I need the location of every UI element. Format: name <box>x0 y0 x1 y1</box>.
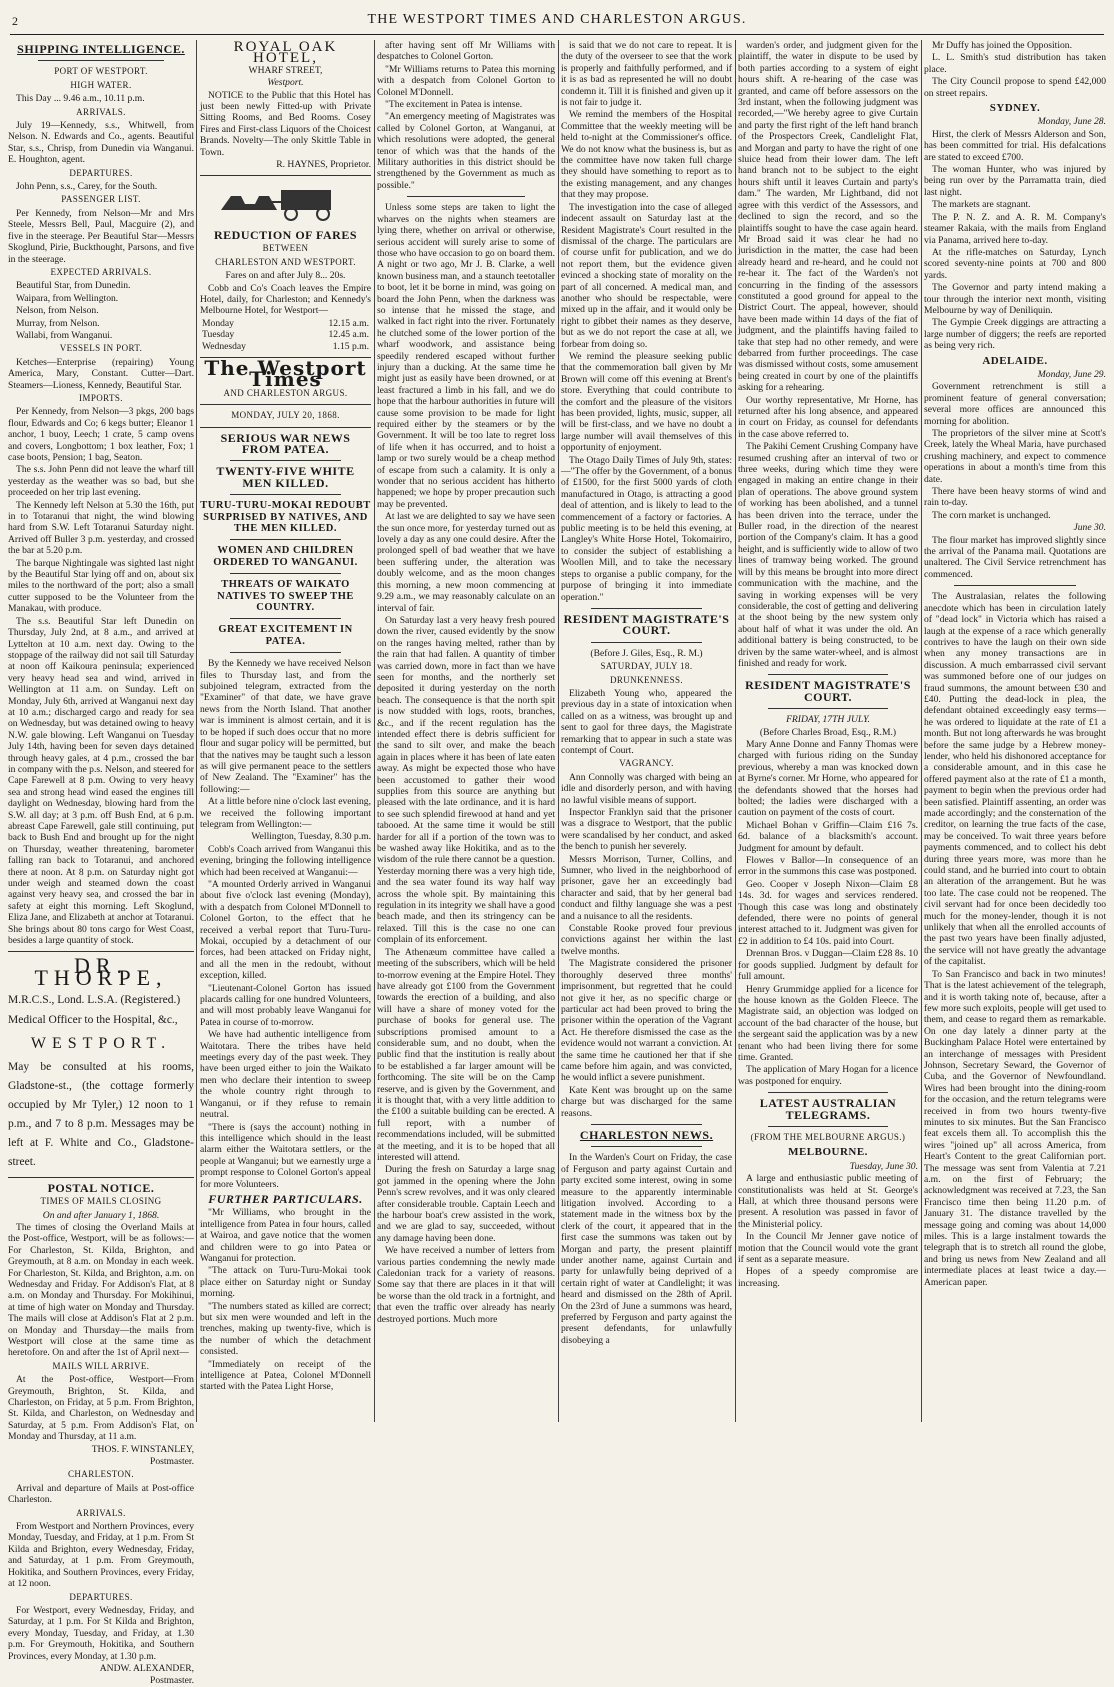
charleston-signature-title: Postmaster. <box>150 1675 194 1687</box>
thorpe-town: WESTPORT. <box>30 1035 172 1053</box>
article-paragraph: The Athenæum committee have called a meeting of the subscribers, which will be held to-morrow evening at the Empire Hotel. They have already got £100 from the Government towards the erection of a building, and also will have a share of money voted for the purchase of books for general use. The subscriptions promised amount to a considerable sum, and no doubt, when the public find that the institution is really about to be established a far larger amount will be forthcoming. The site will be on the Camp reserve, and is given by the Government, and it is thought that, with a very little addition to the £100 a suitable building can be erected. A full report, with a number of recommendations included, will be submitted at the meeting, and it is to be hoped that all interested will attend. <box>377 946 555 1163</box>
article-paragraph: "Mr Williams returns to Patea this morning with a despatch from Colonel Gorton to Colonel M'Donnell. <box>377 63 555 98</box>
charleston-intro: Arrival and departure of Mails at Post-office Charleston. <box>8 1482 194 1506</box>
masthead-sub: AND CHARLESTON ARGUS. <box>223 387 348 398</box>
article-paragraph: Unless some steps are taken to light the wharves on the nights when steamers are lying there, whether on arrival or otherwise, serious accident will surely arise to some of those who have occasion to go on board them. A night or two ago, Mr J. B. Clarke, a well known business man, and a staunch teetotaller to boot, let it be borne in mind, was going on board the John Penn, when the darkness was so intense that he missed the stage, and walked in fact right into the river. Fortunately he clutched some of the lower portion of the wharf woodwork, and assistance being speedily rendered escaped without further injury than a ducking. At the same time he might just as easily have been drowned, or at least fractured a limb in his fall, and we do hope that the harbour authorities in future will cause some provision to be made for light required either by the steamers or by the Government. It will be too late to regret loss of life when it has occurred, and to hoist a lamp or two surely would be a cheap method of escape from such a calamity. It is only a wonder that no serious accident has hitherto happened; we hope by proper precaution such may be prevented. <box>377 202 555 510</box>
column-3 <box>377 40 555 1422</box>
dateline: MONDAY, JULY 20, 1868. <box>231 410 340 421</box>
imports-label: IMPORTS. <box>79 392 123 403</box>
rule <box>407 196 525 197</box>
article-paragraph: To San Francisco and back in two minutes! That is the latest achievement of the telegraph, and it is worth taking note of, because, after a few more such exploits, people will get used to them, and cease to regard them as remarkable. On one day lately a dinner party at the Buckingham Palace Hotel were entertained by an interchange of messages with President Johnson, Secretary Seward, the Governor of Cuba, and the Governor of Newfoundland. Wires had been brought into the dining-room for the occasion, and the return telegrams were received in from two hours twenty-five minutes to six minutes. But the San Francisco feat excels them all. To accomplish this the wires "joined up" all across America, from Heart's Content to the great Californian port. The message was sent from Valentia at 7.21 a.m. on the first of February; the acknowledgment was received at 7.23, the San Francisco time then being 11.20 p.m. of January 31. The distance travelled by the message going and coming was about 14,000 miles. This is a large instalment towards the telegraph that is to stretch all round the globe, and bring us news from New Zealand and all intermediate places at least twice a day.—American paper. <box>924 968 1106 1288</box>
article-paragraph: We remind the members of the Hospital Committee that the weekly meeting will be held to-night at the Commissioner's office. We do not know what the business is, but as the committee have now taken full charge they should have something to report as to the existing management, and any changes that they may propose. <box>561 109 732 201</box>
hotel-town: Westport. <box>267 77 304 89</box>
coach-timetable <box>200 318 371 352</box>
court-heading: RESIDENT MAGISTRATE'S COURT. <box>745 678 911 704</box>
departures2-label: DEPARTURES. <box>69 1591 133 1602</box>
telegrams-heading: LATEST AUSTRALIAN TELEGRAMS. <box>759 1096 897 1122</box>
telegram-paragraph: Mr Duffy has joined the Opposition. <box>932 40 1072 51</box>
thorpe-quals: M.R.C.S., Lond. L.S.A. (Registered.) <box>8 994 181 1007</box>
time-cell: 12.15 a.m. <box>328 317 369 329</box>
court-paragraph: Flowes v Ballor—In consequence of an error in the summons this case was postponed. <box>738 855 918 878</box>
rule <box>591 1146 702 1147</box>
arrivals-label: ARRIVALS. <box>76 106 126 117</box>
fares-price: Fares on and after July 8... 20s. <box>225 270 346 282</box>
court-date: SATURDAY, JULY 18. <box>600 661 693 672</box>
column-divider <box>735 40 736 1422</box>
telegram-paragraph: At the rifle-matches on Saturday, Lynch scored seventy-nine points at 700 and 800 yards. <box>924 246 1106 281</box>
column-5 <box>738 40 918 1422</box>
column-divider <box>921 40 922 1422</box>
article-paragraph: warden's order, and judgment given for the plaintiff, the water in dispute to be used by both parties according to a system of eight hours shift. A re-hearing of the case was granted, and came off before assessors on the 3rd instant, when the following judgment was recorded,—"We hereby agree to give Curtain and party the first right of the left hand branch of the Prospectors Creek, Candlelight Flat, and Morgan and party to have the right of one sluice head from their lower dam. The left hand branch not to be subject to the eight hours shift until it leaves Curtain and party's dam." The warden, Mr Lightband, did not agree with this verdict of the Assessors, and declined to sign the record, and so the plaintiffs sought to have the case again heard. Mr Broad said it was clear he had no jurisdiction in the matter, the case had been already heard and re-heard, and he could not re-hear it. The fact of the Warden's not concurring in the finding of the assessors constituted a good ground for appeal to the District Court. The appeal, however, should have been made within 14 days of the fiat of judgment, and the plaintiffs having failed to take that step had no other remedy, and were debarred from further proceedings. The case was dismissed without costs, some amusement being created in court by one of the plaintiffs asking for a rehearing. <box>738 40 918 394</box>
court-paragraph: The application of Mary Hogan for a licence was postponed for enquiry. <box>738 1064 918 1087</box>
rule <box>200 427 371 428</box>
fares-route: CHARLESTON AND WESTPORT. <box>215 256 356 267</box>
rule <box>38 60 164 61</box>
article-paragraph: "The numbers stated as killed are correct; but six men were wounded and left in the trenches, making up twenty-five, which is the number of which the detachment consisted. <box>200 1300 371 1358</box>
high-water-line: This Day ... 9.46 a.m., 10.11 p.m. <box>16 93 145 105</box>
telegram-date: June 30. <box>1073 522 1106 534</box>
coach-icon <box>211 182 361 222</box>
hotel-title: ROYAL OAK HOTEL, <box>233 39 338 67</box>
article-paragraph: Our worthy representative, Mr Horne, has returned after his long absence, and appeared in court on Friday, as counsel for defendants in the case above referred to. <box>738 394 918 440</box>
article-dateline: Wellington, Tuesday, 8.30 p.m. <box>251 831 371 843</box>
departures-label: DEPARTURES. <box>69 167 133 178</box>
telegram-date: Tuesday, June 30. <box>849 1160 918 1172</box>
header-rule <box>10 34 1104 35</box>
masthead: The Westport Times <box>204 355 367 392</box>
article-paragraph: "A mounted Orderly arrived in Wanganui about five o'clock last evening (Monday), with a despatch from Colonel M'Donnell to Colonel Gorton, to the effect that he received a verbal report that Turu-Turu-Mokai, occupied by a detachment of our forces, had been attacked on Friday night, and all the men in the redoubt, without exception, killed. <box>200 878 371 982</box>
table-row <box>200 318 371 329</box>
court-paragraph: Drennan Bros. v Duggan—Claim £28 8s. 10 for goods supplied. Judgment by default for full amount. <box>738 948 918 983</box>
expected-line: Wallabi, from Wanganui. <box>16 329 113 341</box>
headline: WOMEN AND CHILDREN ORDERED TO WANGANUI. <box>213 545 358 568</box>
mails-arrive-label: MAILS WILL ARRIVE. <box>52 1360 150 1371</box>
telegram-paragraph: A large and enthusiastic public meeting of constitutionalists was held at St. George's Hall, at which three thousand persons were present. A resolution was passed in favor of the Ministerial policy. <box>738 1173 918 1230</box>
article-paragraph: At a little before nine o'clock last evening, we received the following important telegram from Wellington:— <box>200 796 371 830</box>
article-paragraph: During the fresh on Saturday a large snag got jammed in the opening where the John Penn's screw revolves, and it was only cleared after considerable trouble. Captain Leech and the harbour boat's crew assisted in the work, and we are glad to say, succeeded, without any damage having been done. <box>377 1164 555 1244</box>
fares-heading: REDUCTION OF FARES <box>213 227 357 242</box>
charleston-signature: ANDW. ALEXANDER, <box>99 1662 194 1674</box>
telegram-paragraph: There have been heavy storms of wind and rain to-day. <box>924 486 1106 509</box>
coach-illustration <box>200 182 371 225</box>
rule <box>8 1177 194 1178</box>
hotel-street: WHARF STREET, <box>248 64 323 76</box>
column-6 <box>924 40 1106 1422</box>
headline: THREATS OF WAIKATO NATIVES TO SWEEP THE COUNTRY. <box>217 579 354 614</box>
telegram-paragraph: Hirst, the clerk of Messrs Alderson and Son, has been committed for trial. His defalcations are stated to exceed £700. <box>924 128 1106 163</box>
expected-line: Waipara, from Wellington. <box>16 292 119 304</box>
rule <box>591 642 702 643</box>
arrivals-text: July 19—Kennedy, s.s., Whitwell, from Nelson. N. Edwards and Co., agents. Beautiful Star, s.s., Chrisp, from Dunedin via Wanganui. E. Houghton, agent. <box>8 120 194 166</box>
rule <box>230 539 341 540</box>
passenger-label: PASSENGER LIST. <box>61 194 141 205</box>
rule <box>954 585 1076 586</box>
shipping-paragraph: The s.s. Beautiful Star left Dunedin on Thursday, July 2nd, at 8 a.m., and arrived at Lyttelton at 10 a.m. next day. Owing to the stoppage of the railway did not sail till Saturday at noon off Kaikoura peninsula; experienced very heavy head sea and wind, arrived in Wellington at 11 a.m. on Sunday. Left on Monday, July 6th, arrived at Wanganui next day at 10 a.m.; discharged cargo and ready for sea on Wednesday, but was detained owing to heavy N.W. gale blowing. Left Wanganui on Tuesday July 14th, having been for seven days detained through heavy gales, at 4 p.m., crossed the bar in company with the p.s. Nelson, and steered for Cape Farewell at 8 p.m. Owing to very heavy sea and strong head wind eased the engines till daylight on Wednesday, blowing hard from the S.W. all day; at 3 p.m. off Bush End, at 6 p.m. abreast Cape Farewell, gale still continuing, put back to Bush End and brought up for the night on Thursday, weather threatening, barometer falling ran back to Totaranui, and anchored there at noon. At 8 p.m. on Saturday night got under weigh and steamed down the coast against very heavy sea, and crossed the bar in safety at eight this morning. Left Skoglund, Eliza Jane, and Elizabeth at anchor at Totaranui. She brings about 80 tons cargo for West Coast, besides a large quantity of stock. <box>8 615 194 947</box>
court-paragraph: Henry Grummidge applied for a licence for the house known as the Golden Fleece. The Magistrate said, an objection was lodged on account of the bad character of the house, but the sergeant said the application was by a new tenant who had been living there for some time. Granted. <box>738 983 918 1063</box>
rule <box>200 404 371 405</box>
article-paragraph: The investigation into the case of alleged indecent assault on Saturday last at the Resident Magistrate's Court resulted in the dismissal of the charge. The particulars are of course unfit for publication, and we do not report them, but the evidence given evinced a shocking state of morality on the part of all concerned. A medical man, and another who should be respectable, were mixed up in the affair, and it would only be right to gibbet their names as they deserve, but as we do not report the case at all, we forbear from doing so. <box>561 201 732 350</box>
headline: TURU-TURU-MOKAI REDOUBT SURPRISED BY NATIVES, AND THE MEN KILLED. <box>200 500 371 534</box>
city-heading: ADELAIDE. <box>982 354 1048 367</box>
rule <box>768 674 888 675</box>
rule <box>230 618 341 619</box>
article-paragraph: The Australasian, relates the following anecdote which has been in circulation lately of "dead lock" in Victoria which has raised a laugh at the expense of a race which generally contrives to have the laugh on their own side when any money transactions are in discussion. A much embarrassed civil servant was summoned before one of our judges on fraud summons, the amount between £30 and £40. Putting the dead-lock in plea, the defendant obtained exceedingly easy terms—he was ordered to liquidate at the rate of £1 a month. But not long afterwards he was brought before the same judge by a Hebrew money-lender, who held his dishonored acceptance for a considerable amount, and in this case he offered payment also at the rate of £1 a month, payment to begin when the previous order had been satisfied. Plaintiff assenting, an order was made accordingly; and the consternation of the creditor, on learning the true facts of the case, may be conceived. To wait three years before payments commenced, and to collect his debt during three years more, was more than he could stand, and he burried into court to obtain an alteration of the arrangement. But he was too late. The case could not be reopened. The civil servant had for once been decidedly too much for the money-lender, though it is not unlikely that when all the enrolled accounts of the past two years have been finally adjusted, the service will not have greatly the advantage of the capitalist. <box>924 591 1106 968</box>
expected-line: Murray, from Nelson. <box>16 317 100 329</box>
article-paragraph: The Pakihi Cement Crushing Company have resumed crushing after an interval of two or three weeks, during which time they were engaged in making an entire change in their plan of operations. The above ground system of working has been abolished, and a tunnel has been driven into the terrace, under the Buller road, in the direction of the nearest portion of the Company's claim. It has a good height, and is sufficiently wide to allow of two lines of tramway being worked. The ground will by this means be brought into more direct communication with the machine, and the saving in working expenses will be very considerable, the cost of getting and delivering at the shoot being by the new system only about half of what it was under the old. An additional battery is being constructed, to be driven by the same water-wheel, and is almost finished and ready for work. <box>738 441 918 669</box>
telegram-paragraph: The Gympie Creek diggings are attracting a large number of diggers; the reefs are reported as being very rich. <box>924 317 1106 352</box>
shipping-heading: SHIPPING INTELLIGENCE. <box>17 42 185 56</box>
article-paragraph: is said that we do not care to repeat. It is the duty of the overseer to see that the work is properly and faithfully performed, and if it is as bad as represented he will no doubt condemn it. Till it is finished and given up it is not fair to judge it. <box>561 40 732 109</box>
article-paragraph: By the Kennedy we have received Nelson files to Thursday last, and from the subjoined telegram, extracted from the "Examiner" of that date, we have grave news from the North Island. That another war is imminent is almost certain, and it is to be hoped if such does occur that no more flour and sugar policy will be permitted, but that the natives may be taught such a lesson as will give permanent peace to the settlers of New Zealand. The "Examiner" has the following:— <box>200 658 371 795</box>
court-date: FRIDAY, 17TH JULY. <box>786 714 870 726</box>
port-heading: PORT OF WESTPORT. <box>54 66 148 77</box>
column-divider <box>196 40 197 1422</box>
headline: GREAT EXCITEMENT IN PATEA. <box>218 624 353 647</box>
article-paragraph: after having sent off Mr Williams with despatches to Colonel Gorton. <box>377 40 555 63</box>
city-heading: MELBOURNE. <box>788 1146 868 1159</box>
rule <box>230 652 341 653</box>
article-paragraph: We have received a number of letters from various parties condemning the newly made Caledonian track for a variety of reasons. Some say that there are places in it that will be worse than the old track in a fortnight, and that even the traffic over already has nearly destroyed portions. Much more <box>377 1245 555 1325</box>
table-row <box>200 329 371 340</box>
court-heading: RESIDENT MAGISTRATE'S COURT. <box>563 611 730 638</box>
article-paragraph: "The excitement in Patea is intense. <box>385 99 523 111</box>
court-paragraph: Kate Kent was brought up on the same charge but was discharged for the same reasons. <box>561 1084 732 1119</box>
vessels-text: Ketches—Enterprise (repairing) Young America, Mary, Constant. Cutter—Dart. Steamers—Lioness, Kennedy, Beautiful Star. <box>8 356 194 391</box>
rule <box>591 1124 702 1125</box>
article-paragraph: On Saturday last a very heavy fresh poured down the river, caused evidently by the snow on the ranges having melted, rather than by the rain that had fallen. A quantity of timber was carried down, more in fact than we have seen for months, and the northerly set deposited it during yesterday on the north beach. The consequence is that the north spit is now studded with logs, roots, branches, &c., and if the recent regulation has the intended effect there is debris sufficient for the sand to silt over, and make the beach again in places where it has been of late eaten away. As might be expected those who have been accustomed to gather their wood supplies from this source are anything but pleased with the late ordinance, and it is hard to see such splendid firewood at hand and yet tabooed. At the same time it would be still harder for all if a portion of the town was to be washed away like Hokitika, and as to the wisdom of the rule there cannot be a question. Yesterday morning there was a very high tide, and the sea water found its way half way across the whole spit. By maintaining this regulation in its integrity we shall have a good beach made, and then its stringency can be relaxed. Till this is the case no one can complain of its enforcement. <box>377 614 555 946</box>
telegram-paragraph: The woman Hunter, who was injured by being run over by the Parramatta train, died last night. <box>924 164 1106 198</box>
shipping-paragraph: The barque Nightingale was sighted last night by the Beautiful Star lying off and on, about six miles to the northward of the port; also a small cutter supposed to be the Volunteer from the Manakau, with produce. <box>8 557 194 615</box>
expected-label: EXPECTED ARRIVALS. <box>50 266 152 277</box>
article-paragraph: "An emergency meeting of Magistrates was called by Colonel Gorton, at Wanganui, at which resolutions were adopted, the general tenor of which was that the hands of the Military authorities in this district should be strengthened by the Government as much as possible." <box>377 111 555 191</box>
telegram-paragraph: The flour market has improved slightly since the arrival of the Panama mail. Quotations are unaltered. The Civil Service retrenchment has commenced. <box>924 534 1106 580</box>
rule <box>768 708 888 709</box>
postal-sub2: On and after January 1, 1868. <box>42 1209 160 1221</box>
thorpe-officer: Medical Officer to the Hospital, &c., <box>8 1014 178 1027</box>
court-paragraph: Michael Bohan v Griffin—Claim £16 7s. 6d. balance of a blacksmith's account. Judgment for amount by default. <box>738 819 918 854</box>
column-1 <box>8 40 194 1687</box>
court-before: (Before J. Giles, Esq., R. M.) <box>590 647 703 659</box>
telegram-paragraph: In the Council Mr Jenner gave notice of motion that the Council would vote the grant if sent as a separate measure. <box>738 1231 918 1266</box>
article-paragraph: In the Warden's Court on Friday, the case of Ferguson and party against Curtain and party excited some interest, owing in some measure to the apparently interminable litigation involved. According to a statement made in the witness box by the clerk of the court, it appeared that in the first case the summons was taken out by Morgan and party, the present plaintiff under another name, against Curtain and party for unlawfully being deprived of a certain right of water at Candlelight; it was heard and dismissed on the 28th of April. On the 23rd of June a summons was heard, preferred by Ferguson and party against the present defendants, for unlawfully disobeying a <box>561 1152 732 1346</box>
column-divider <box>558 40 559 1422</box>
court-before: (Before Charles Broad, Esq., R.M.) <box>759 726 897 738</box>
arrivals2-label: ARRIVALS. <box>76 1507 126 1518</box>
telegrams-source: (FROM THE MELBOURNE ARGUS.) <box>750 1131 906 1142</box>
hotel-text: NOTICE to the Public that this Hotel has just been newly Fitted-up with Private Sitting Rooms, and Bed Rooms. Cosey Fires and First-class Liquors of the Choicest Brands. Novelty—The only Skittle Table in Town. <box>200 89 371 158</box>
article-paragraph: "Lieutenant-Colonel Gorton has issued placards calling for one hundred Volunteers, and will most probably leave Wanganui for Patea in course of to-morrow. <box>200 982 371 1028</box>
rule <box>230 494 341 495</box>
telegram-paragraph: The Governor and party intend making a tour through the interior next month, visiting Melbourne by way of Deniliquin. <box>924 282 1106 316</box>
court-paragraph: Elizabeth Young who, appeared the previous day in a state of intoxication when called on as a witness, was brought up and sent to gaol for three days, the Magistrate remarking that to appear in such a state was contempt of Court. <box>561 687 732 756</box>
postal-sub: TIMES OF MAILS CLOSING <box>40 1196 162 1207</box>
hotel-signature: R. HAYNES, Proprietor. <box>276 159 371 171</box>
expected-line: Nelson, from Nelson. <box>16 305 99 317</box>
telegram-paragraph: The proprietors of the silver mine at Scott's Creek, lately the Wheal Maria, have purchased crushing machinery, and expect to commence operations in about a month's time from this date. <box>924 428 1106 485</box>
rule <box>230 460 341 461</box>
time-cell: 12.45 a.m. <box>328 329 369 341</box>
court-paragraph: Ann Connolly was charged with being an idle and disorderly person, and with having no lawful visible means of support. <box>561 771 732 806</box>
page-number: 2 <box>12 14 18 28</box>
telegram-paragraph: Government retrenchment is still a prominent feature of general conversation; several more offices are announced this morning for abolition. <box>924 381 1106 427</box>
thorpe-name: DR. THORPE, <box>34 953 168 990</box>
article-paragraph: "Mr Williams, who brought in the intelligence from Patea in four hours, called at Wairoa, and gave notice that the women and children were to go into Patea or Wanganui for protection. <box>200 1207 371 1264</box>
telegram-paragraph: The P. N. Z. and A. R. M. Company's steamer Rakaia, with the mails from England via Panama, arrived here to-day. <box>924 211 1106 246</box>
article-paragraph: "The attack on Turu-Turu-Mokai took place either on Saturday night or Sunday morning. <box>200 1265 371 1300</box>
postal-signature: THOS. F. WINSTANLEY, <box>91 1443 194 1455</box>
court-paragraph: Geo. Cooper v Joseph Nixon—Claim £8 14s. 3d. for wages and services rendered. Though this case was long and obstinately defended, there were no points of general interest attached to it. Judgment was given for £2 in addition to £4 10s. paid into Court. <box>738 878 918 947</box>
mails-arrive-text: At the Post-office, Westport—From Greymouth, Brighton, St. Kilda, and Charleston, on Friday, at 5 p.m. From Brighton, St. Kilda, and Charleston, on Wednesday and Saturday, at 5 p.m. From Addison's Flat, on Monday and Thursday, at 11 a.m. <box>8 1374 194 1443</box>
postal-text: The times of closing the Overland Mails at the Post-office, Westport, will be as follows:—For Charleston, St. Kilda, Brighton, and Greymouth, at 8 a.m. on Monday in each week. For Charleston, St. Kilda, and Brighton, a.m. on Wednesday and Friday. For Addison's Flat, at 8 a.m. on Monday and Thursday. For Mokihinui, at time of high water on Monday and Thursday. The mails will close at Addison's Flat at 2 p.m. on Monday and Thursday—the mails from Westport will close at the same time as heretofore. On and after the 1st of April next— <box>8 1221 194 1359</box>
court-paragraph: Mary Anne Donne and Fanny Thomas were charged with furious riding on the Sunday previous, whereby a man was knocked down at Byrne's corner. Mr Horne, who appeared for the defendants showed that the horses had bolted; the ladies were discharged with a caution on payment of the costs of court. <box>738 738 918 819</box>
high-water-label: HIGH WATER. <box>70 79 132 90</box>
vessels-label: VESSELS IN PORT. <box>59 343 143 354</box>
fares-text: Cobb and Co's Coach leaves the Empire Hotel, daily, for Charleston; and Kennedy's Melbourne Hotel, for Westport— <box>200 282 371 317</box>
column-4 <box>561 40 732 1422</box>
shipping-paragraph: The s.s. John Penn did not leave the wharf till yesterday as the weather was so bad, but she proceeded on her trip last evening. <box>8 464 194 499</box>
article-paragraph: At last we are delighted to say we have seen the sun once more, for yesterday turned out as lovely a day as any one could desire. After the prolonged spell of bad weather that we have been suffering under, the alteration was doubly welcome, and as the moon changes this morning, a new moon commencing at 9.29 a.m., we may reasonably calculate on an interval of fair. <box>377 511 555 614</box>
court-paragraph: The Magistrate considered the prisoner thoroughly deserved three months' imprisonment, but regretted that he could not give it her, as no specific charge or particular act had been proved to bring the prisoner within the operation of the Vagrant Act. He therefore dismissed the case as the evidence would not warrant a conviction. At the same time he cautioned her that if she came before him again, and was convicted, he would inflict a severe punishment. <box>561 958 732 1084</box>
day-cell: Tuesday <box>202 329 235 341</box>
thorpe-text: May be consulted at his rooms, Gladstone-st., (the cottage formerly occupied by Mr Tyler,) 12 noon to 1 p.m., and 7 to 8 p.m. Messages may be left at F. White and Co., Gladstone-street. <box>8 1060 194 1168</box>
telegram-paragraph: Hopes of a speedy compromise are increasing. <box>738 1266 918 1289</box>
passenger-text: Per Kennedy, from Nelson—Mr and Mrs Steele, Messrs Bell, Paul, Macguire (2), and five in the steerage. Per Beautiful Star—Messrs Skoglund, Pirie, Buckthought, Parsons, and five in the steerage. <box>8 207 194 265</box>
telegram-paragraph: L. L. Smith's stud distribution has taken place. <box>924 52 1106 75</box>
telegram-paragraph: The City Council propose to spend £42,000 on street repairs. <box>924 76 1106 99</box>
article-paragraph: We remind the pleasure seeking public that the commemoration ball given by Mr Brown will come off this evening at Brent's store. Everything that could contribute to the comfort and the pleasure of the visitors has been provided, lights, music, supper, all will be first-class, and we have no doubt a large number will avail themselves of this opportunity of enjoyment. <box>561 350 732 454</box>
rule <box>768 1126 888 1127</box>
headline: SERIOUS WAR NEWS FROM PATEA. <box>220 430 351 456</box>
headline: TWENTY-FIVE WHITE MEN KILLED. <box>216 464 355 490</box>
expected-line: Beautiful Star, from Dunedin. <box>16 280 131 292</box>
article-paragraph: We have had authentic intelligence from Waitotara. There the tribes have held meetings every day of the past week. They have been urged either to join the Waikato men who declare their intention to sweep the whole country right through to Wanganui, or if they refuse to remain neutral. <box>200 1029 371 1121</box>
vagrancy-label: VAGRANCY. <box>619 758 674 769</box>
rule <box>591 608 702 609</box>
rule <box>768 1092 888 1093</box>
time-cell: 1.15 p.m. <box>332 340 369 352</box>
running-title: THE WESTPORT TIMES AND CHARLESTON ARGUS. <box>367 12 747 27</box>
article-paragraph: "Immediately on receipt of the intelligence at Patea, Colonel M'Donnell started with the Patea Light Horse, <box>200 1358 371 1393</box>
fares-between: BETWEEN <box>262 243 309 254</box>
charleston-news-heading: CHARLESTON NEWS. <box>579 1127 714 1142</box>
telegram-date: Monday, June 28. <box>1037 116 1106 128</box>
imports-text: Per Kennedy, from Nelson—3 pkgs, 200 bags flour, Edwards and Co; 6 kegs butter; Eleanor 1 anchor, 1 buoy, Leech; 1 crate, 5 camp ovens and covers, Longbottom; 1 box leather, Fox; 1 case boots, Pension; 1 bag, Seaton. <box>8 406 194 463</box>
column-2 <box>200 40 371 1422</box>
table-row <box>200 341 371 352</box>
drunkenness-label: DRUNKENNESS. <box>609 674 684 685</box>
article-paragraph: Cobb's Coach arrived from Wanganui this evening, bringing the following intelligence which had been received at Wanganui:— <box>200 843 371 878</box>
court-paragraph: Inspector Franklyn said that the prisoner was a disgrace to Westport, that the public were scandalised by her conduct, and asked the bench to punish her severely. <box>561 807 732 853</box>
city-heading: SYDNEY. <box>989 102 1041 115</box>
charleston-label: CHARLESTON. <box>68 1469 134 1480</box>
arrivals2-text: From Westport and Northern Provinces, every Monday, Tuesday, and Friday, at 1 p.m. From St Kilda and Brighton, every Wednesday, Friday, and Saturday, at 1 p.m. From Greymouth, Hokitika, and Southern Provinces, every Friday, at 12 noon. <box>8 1521 194 1590</box>
rule <box>230 573 341 574</box>
article-paragraph: "There is (says the account) nothing in this intelligence which should in the least alarm either the Waitotara settlers, or the people at Wanganui; but we earnestly urge a prompt response to Colonel Gorton's appeal for more Volunteers. <box>200 1121 371 1190</box>
day-cell: Monday <box>202 317 234 329</box>
shipping-paragraph: The Kennedy left Nelson at 5.30 the 16th, put in to Totaranui that night, the wind blowing hard from S.W. Left Totaranui Saturday night. Arrived off Buller 3 p.m. yesterday, and crossed the bar at 5.20 p.m. <box>8 499 194 557</box>
postal-signature-title: Postmaster. <box>150 1456 194 1468</box>
further-heading: FURTHER PARTICULARS. <box>208 1191 363 1206</box>
departures2-text: For Westport, every Wednesday, Friday, and Saturday, at 1 p.m. For St Kilda and Brighton, every Monday, Tuesday, and Friday, at 1.30 p.m. For Greymouth, Hokitika, and Southern Provinces, every Monday, at 1.30 p.m. <box>8 1604 194 1662</box>
telegram-paragraph: The markets are stagnant. <box>932 199 1031 211</box>
postal-heading: POSTAL NOTICE. <box>47 1180 155 1195</box>
rule <box>8 951 194 952</box>
page-header <box>0 0 1114 36</box>
telegram-date: Monday, June 29. <box>1037 368 1106 380</box>
day-cell: Wednesday <box>202 340 246 352</box>
court-paragraph: Constable Rooke proved four previous convictions against her within the last twelve months. <box>561 923 732 957</box>
column-divider <box>374 40 375 1422</box>
article-paragraph: The Otago Daily Times of July 9th, states:—"The offer by the Government, of a bonus of £1500, for the first 5000 yards of cloth manufactured in Otago, is attracting a good deal of attention, and is likely to lead to the commencement of a factory or factories. A public meeting is to be held this evening, at Langley's White Horse Hotel, Tokomairiro, to consider the subject of establishing a Woollen Mill, and to take the necessary steps to organise a public company, for the purpose of bringing it into immediate operation." <box>561 454 732 603</box>
court-paragraph: Messrs Morrison, Turner, Collins, and Sumner, who lived in the neighborhood of prisoner, gave her an exceedingly bad character and said, that by her general bad conduct and filthy language she was a pest and a nuisance to all the residents. <box>561 853 732 922</box>
departures-text: John Penn, s.s., Carey, for the South. <box>16 181 158 193</box>
rule <box>200 175 371 176</box>
telegram-paragraph: The corn market is unchanged. <box>932 509 1051 521</box>
